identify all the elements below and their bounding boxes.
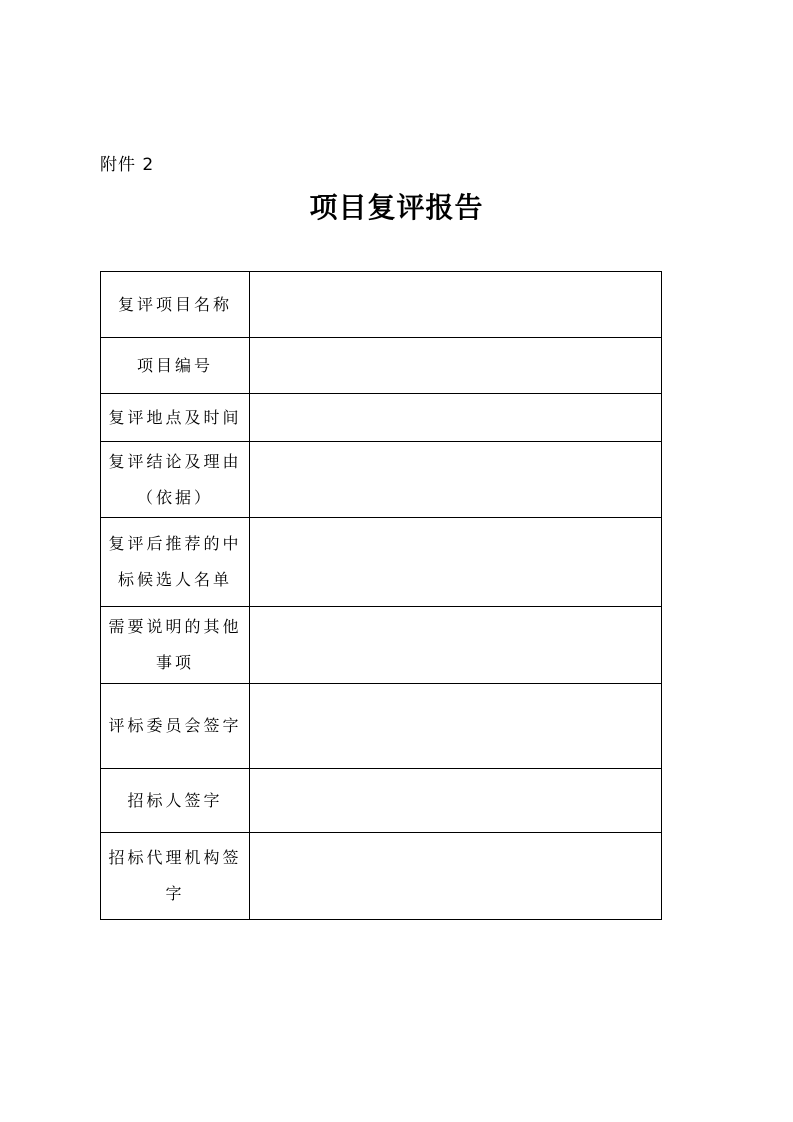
- table-row: [101, 769, 662, 833]
- row-label-project-number: [101, 338, 250, 394]
- project-name-field[interactable]: [250, 272, 662, 338]
- committee-signature-field[interactable]: [250, 684, 662, 769]
- row-label-text: 项目编号: [136, 355, 213, 375]
- table-row: [101, 338, 662, 394]
- project-number-field[interactable]: [250, 338, 662, 394]
- table-row: [101, 518, 662, 607]
- row-label-conclusion: [101, 442, 250, 518]
- row-label-text: 复评地点及时间: [108, 407, 242, 427]
- tenderer-signature-field[interactable]: [250, 769, 662, 833]
- agency-signature-field[interactable]: [250, 833, 662, 920]
- review-report-table: [100, 271, 662, 920]
- table-row: [101, 684, 662, 769]
- table-row: [101, 607, 662, 684]
- place-time-field[interactable]: [250, 394, 662, 442]
- table-row: [101, 272, 662, 338]
- attachment-label: 附件 2: [100, 155, 155, 175]
- table-row: [101, 394, 662, 442]
- document-title: 项目复评报告: [309, 191, 484, 224]
- row-label-place-time: [101, 394, 250, 442]
- row-label-text: 复评项目名称: [117, 294, 232, 314]
- row-label-candidates: [101, 518, 250, 607]
- row-label-text: 需要说明的其他事项: [108, 617, 242, 672]
- table-row: [101, 833, 662, 920]
- conclusion-field[interactable]: [250, 442, 662, 518]
- candidates-field[interactable]: [250, 518, 662, 607]
- row-label-text: 招标代理机构签字: [108, 848, 242, 903]
- row-label-project-name: [101, 272, 250, 338]
- row-label-other-matters: [101, 607, 250, 684]
- other-matters-field[interactable]: [250, 607, 662, 684]
- row-label-agency-signature: [101, 833, 250, 920]
- row-label-text: 评标委员会签字: [108, 716, 242, 735]
- row-label-tenderer-signature: [101, 769, 250, 833]
- table-row: [101, 442, 662, 518]
- row-label-text: 复评后推荐的中标候选人名单: [108, 534, 242, 589]
- row-label-text: 复评结论及理由（依据）: [108, 451, 242, 507]
- row-label-committee-signature: [101, 684, 250, 769]
- row-label-text: 招标人签字: [127, 790, 223, 810]
